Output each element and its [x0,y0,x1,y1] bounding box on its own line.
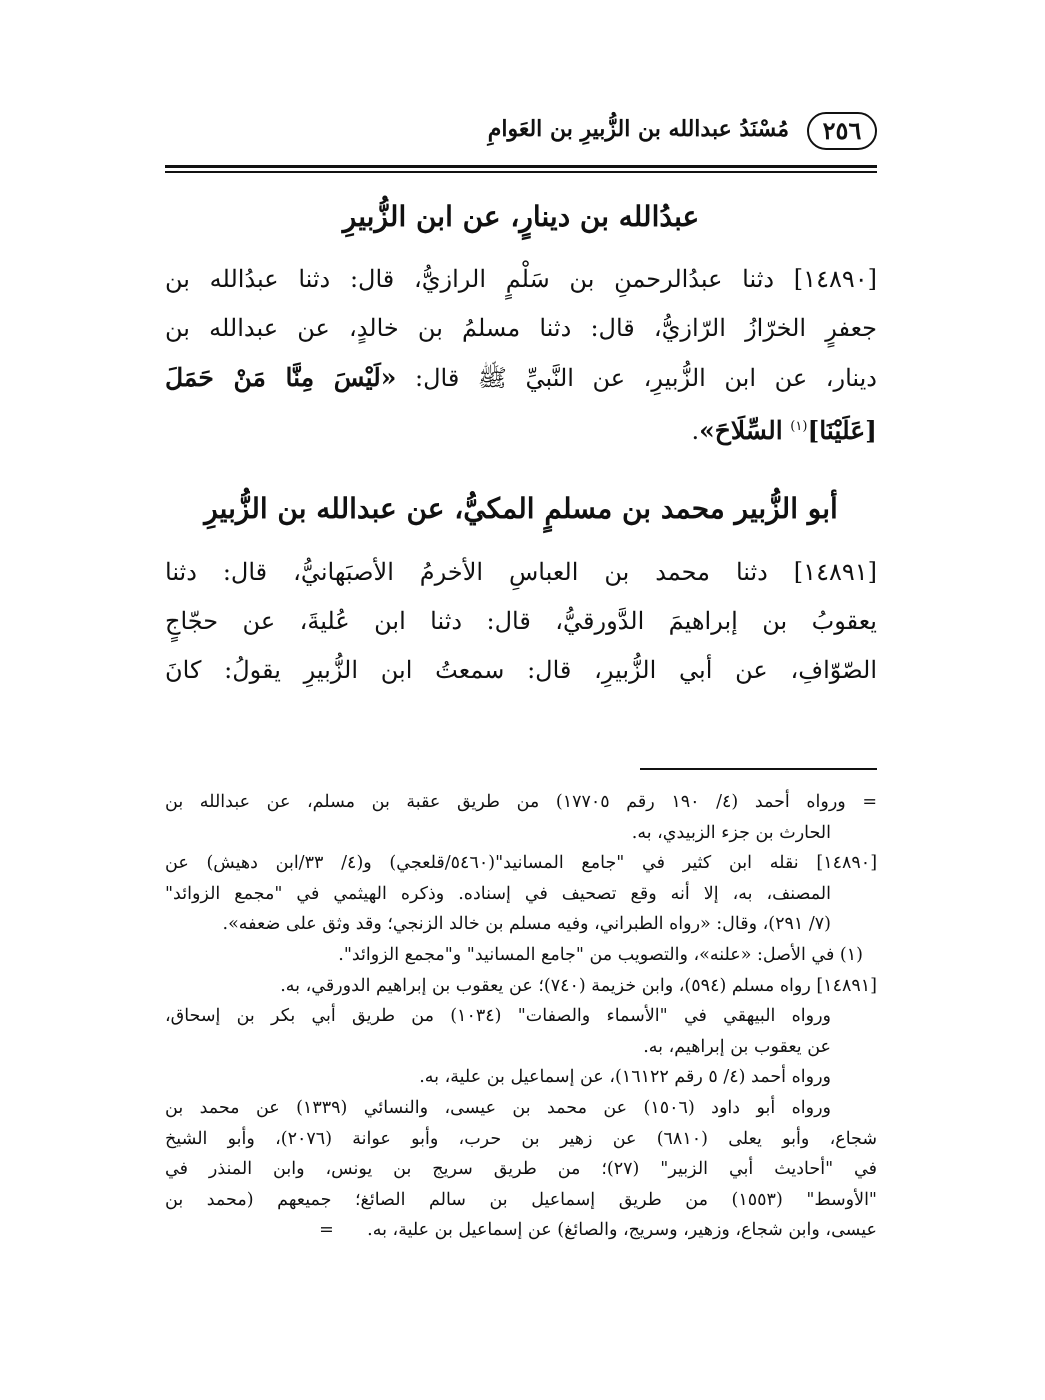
text-segment: دينار، عن ابن الزُّبيرِ، عن النَّبيِّ ﷺ قال: [415,364,877,392]
footnote-line: ورواه البيهقي في "الأسماء والصفات" (١٠٣٤) من طريق أبي بكر بن إسحاق، [165,1006,832,1027]
page-number: ٢٥٦ [807,112,877,150]
section-heading-2: أبو الزُّبير محمد بن مسلمٍ المكيُّ، عن عبدالله بن الزُّبيرِ [204,492,838,525]
text-line [165,353,877,402]
footnote-line: [١٤٨٩١] رواه مسلم (٥٩٤)، وابن خزيمة (٧٤٠)؛ عن يعقوب بن إبراهيم الدورقي، به. [280,975,877,996]
text-line: [١٤٨٩٠] دثنا عبدُالرحمنِ بن سَلْمٍ الرازيُّ، قال: دثنا عبدُالله بن [165,265,877,293]
bracketed-word: [عَلَيْنَا] [807,416,877,445]
footnote-line: شجاع، وأبو يعلى (٦٨١٠) عن زهير بن حرب، وأبو عوانة (٢٠٧٦)، وأبو الشيخ [165,1128,877,1149]
text-line: جعفرٍ الخرّازُ الرّازيُّ، قال: دثنا مسلمُ بن خالدٍ، عن عبدالله بن [165,314,877,342]
text-line: يعقوبُ بن إبراهيمَ الدَّورقيُّ، قال: دثنا ابن عُليةَ، عن حجّاجٍ [165,607,877,635]
footnote-separator [640,768,877,770]
text-line: الصّوّافِ، عن أبي الزُّبيرِ، قال: سمعتُ ابن الزُّبيرِ يقولُ: كانَ [165,656,877,684]
continuation-mark: = [319,1220,334,1241]
footnote-line: (١) في الأصل: «علنه»، والتصويب من "جامع المسانيد" و"مجمع الزوائد". [338,944,863,965]
footnotes [165,787,877,1246]
page-header [165,112,877,152]
footnote-line: = ورواه أحمد (٤/ ١٩٠ رقم ١٧٧٠٥) من طريق عقبة بن مسلم، عن عبدالله بن [165,792,878,812]
footnote-line: (٧/ ٢٩١)، وقال: «رواه الطبراني، وفيه مسلم بن خالد الزنجي؛ وقد وثق على ضعفه». [222,914,831,935]
footnote-line: في "أحاديث أبي الزبير" (٢٧)؛ من طريق سريج بن يونس، وابن المنذر في [165,1159,878,1180]
footnote-line: ورواه أبو داود (١٥٠٦) عن محمد بن عيسى، والنسائي (١٣٣٩) عن محمد بن [165,1097,831,1118]
header-rule-thick [165,165,877,168]
period: . [691,417,700,445]
footnote-line: المصنف، به، إلا أنه وقع تصحيف في إسناده. وذكره الهيثمي في "مجمع الزوائد" [165,883,831,904]
footnote-line [165,1215,877,1246]
footnote-line: "الأوسط" (١٥٥٣) من طريق إسماعيل بن سالم الصائغ؛ جميعهم (محمد بن [165,1189,877,1210]
footnote-text: عيسى، وابن شجاع، وزهير، وسريج، والصائغ) عن إسماعيل بن علية، به. [367,1220,877,1241]
header-rule-thin [165,171,877,173]
hadith-14890 [165,255,877,451]
footnote-line: ورواه أحمد (٤/ ٥ رقم ١٦١٢٢)، عن إسماعيل بن علية، به. [419,1067,831,1088]
footnote-line: الحارث بن جزء الزبيدي، به. [631,822,831,843]
footnote-line: [١٤٨٩٠] نقله ابن كثير في "جامع المسانيد"(٥٤٦٠/قلعجي) و(٤/ ٣٣/ابن دهيش) عن [165,853,878,874]
prophetic-saying-end: السِّلَاحَ» [699,416,783,445]
hadith-14891 [165,548,877,695]
section-heading-1: عبدُالله بن دينارٍ، عن ابن الزُّبيرِ [342,200,700,233]
footnote-marker: (١) [790,419,808,434]
text-line: [١٤٨٩١] دثنا محمد بن العباسِ الأخرمُ الأصبَهانيُّ، قال: دثنا [165,558,877,586]
footnote-line: عن يعقوب بن إبراهيم، به. [643,1036,831,1057]
text-line [165,402,877,451]
running-title: مُسْنَدُ عبدالله بن الزُّبيرِ بن العَوامِ [487,116,789,142]
prophetic-saying: «لَيْسَ مِنَّا مَنْ حَمَلَ [165,363,397,392]
